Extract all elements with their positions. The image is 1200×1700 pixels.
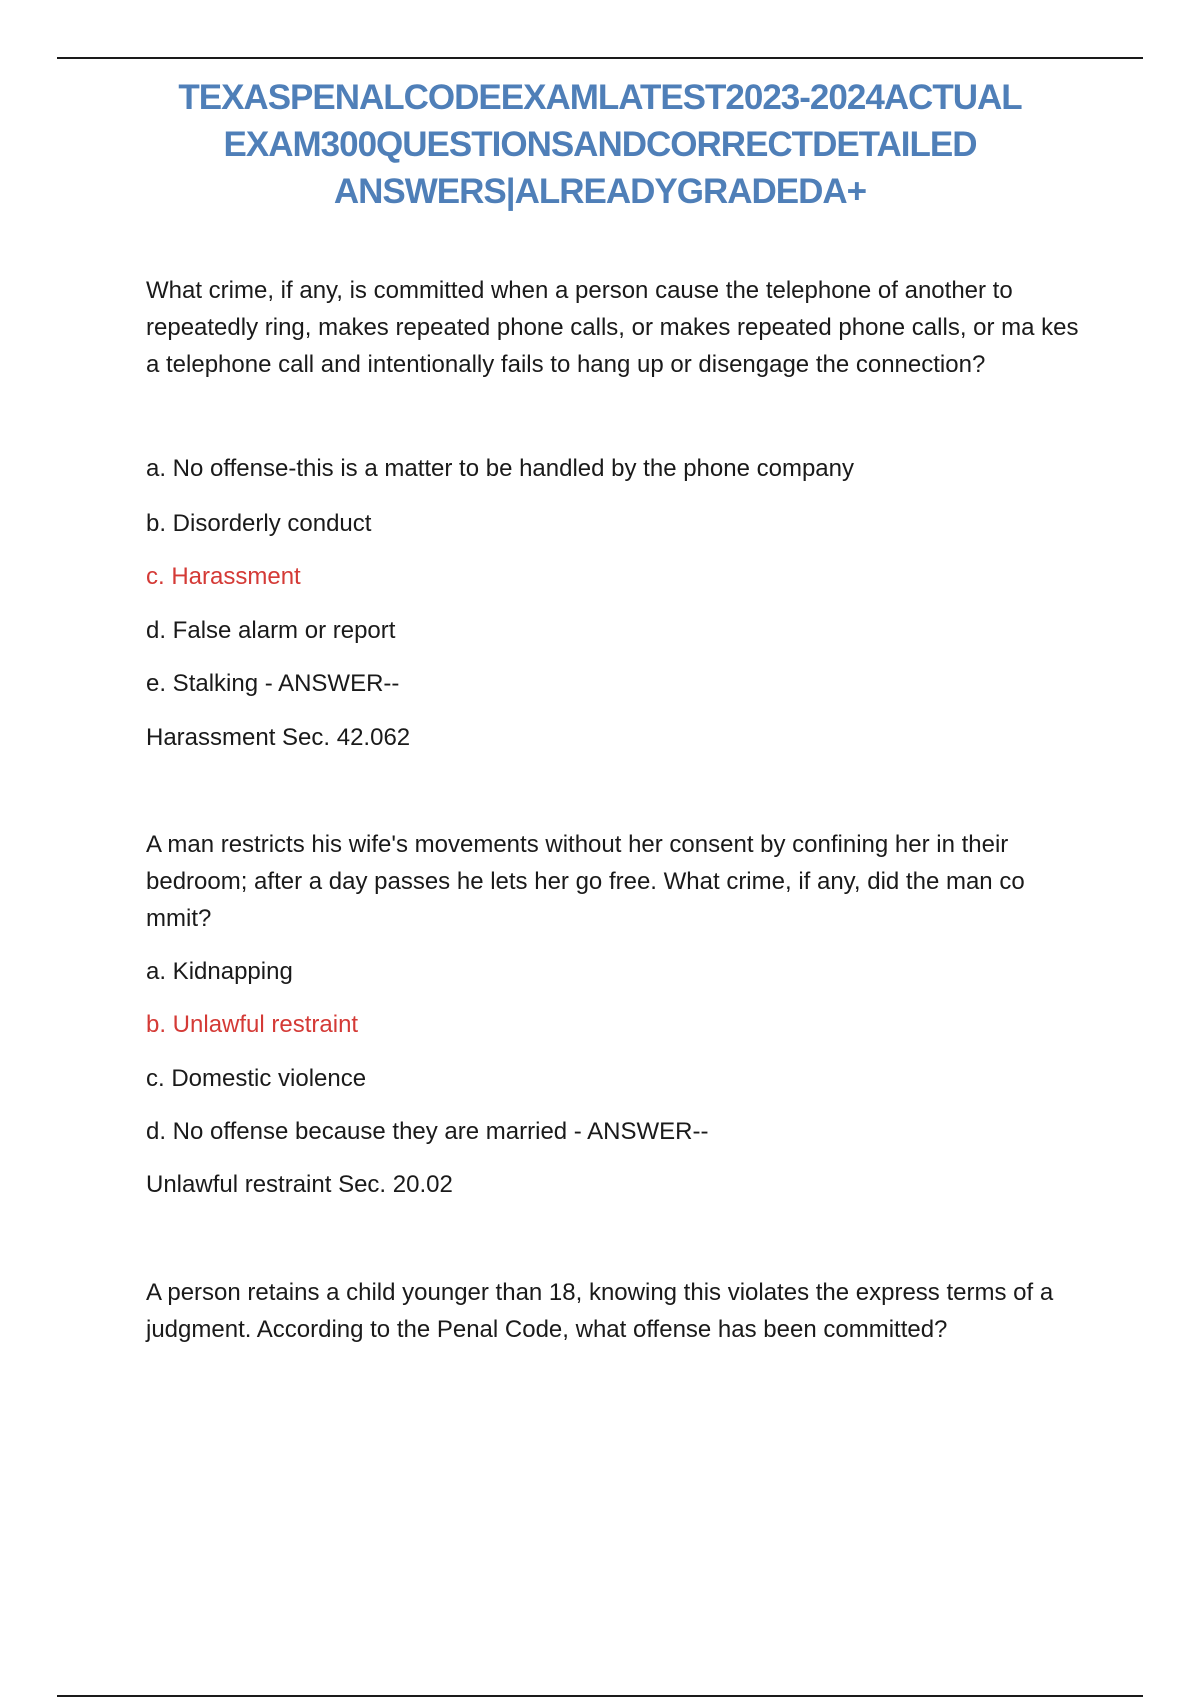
question-1-option-b: b. Disorderly conduct [146, 510, 372, 537]
bottom-rule [57, 1695, 1143, 1697]
question-1-option-e: e. Stalking - ANSWER-- [146, 670, 400, 697]
title-line-2: EXAM300QUESTIONSANDCORRECTDETAILED [223, 125, 977, 164]
top-rule [57, 57, 1143, 59]
question-1-option-a: a. No offense-this is a matter to be handled by the phone company [146, 455, 854, 482]
question-3-text: A person retains a child younger than 18, knowing this violates the express terms of a judgment. According to the Penal Code, what offense has been committed? [146, 1279, 1054, 1343]
question-1-text: What crime, if any, is committed when a person cause the telephone of another to repeatedly ring, makes repeated phone calls, or makes repeated phone calls, or ma kes a telephone call and intentionally fails to hang up or disengage the connection? [146, 277, 1079, 378]
question-1-answer: Harassment Sec. 42.062 [146, 724, 411, 751]
question-2-option-d: d. No offense because they are married - ANSWER-- [146, 1118, 709, 1145]
question-1-option-c-correct: c. Harassment [146, 563, 301, 590]
question-2-option-b-correct: b. Unlawful restraint [146, 1011, 359, 1038]
question-2-option-a: a. Kidnapping [146, 958, 293, 985]
title-line-3: ANSWERS|ALREADYGRADEDA+ [333, 172, 867, 211]
question-1-option-d: d. False alarm or report [146, 617, 396, 644]
question-2-answer: Unlawful restraint Sec. 20.02 [146, 1171, 453, 1198]
title-line-1: TEXASPENALCODEEXAMLATEST2023-2024ACTUAL [178, 78, 1022, 117]
question-2-text: A man restricts his wife's movements without her consent by confining her in their bedroom; after a day passes he lets her go free. What crime, if any, did the man co mmit? [146, 831, 1025, 932]
question-2-option-c: c. Domestic violence [146, 1065, 367, 1092]
document-title [80, 74, 1120, 215]
